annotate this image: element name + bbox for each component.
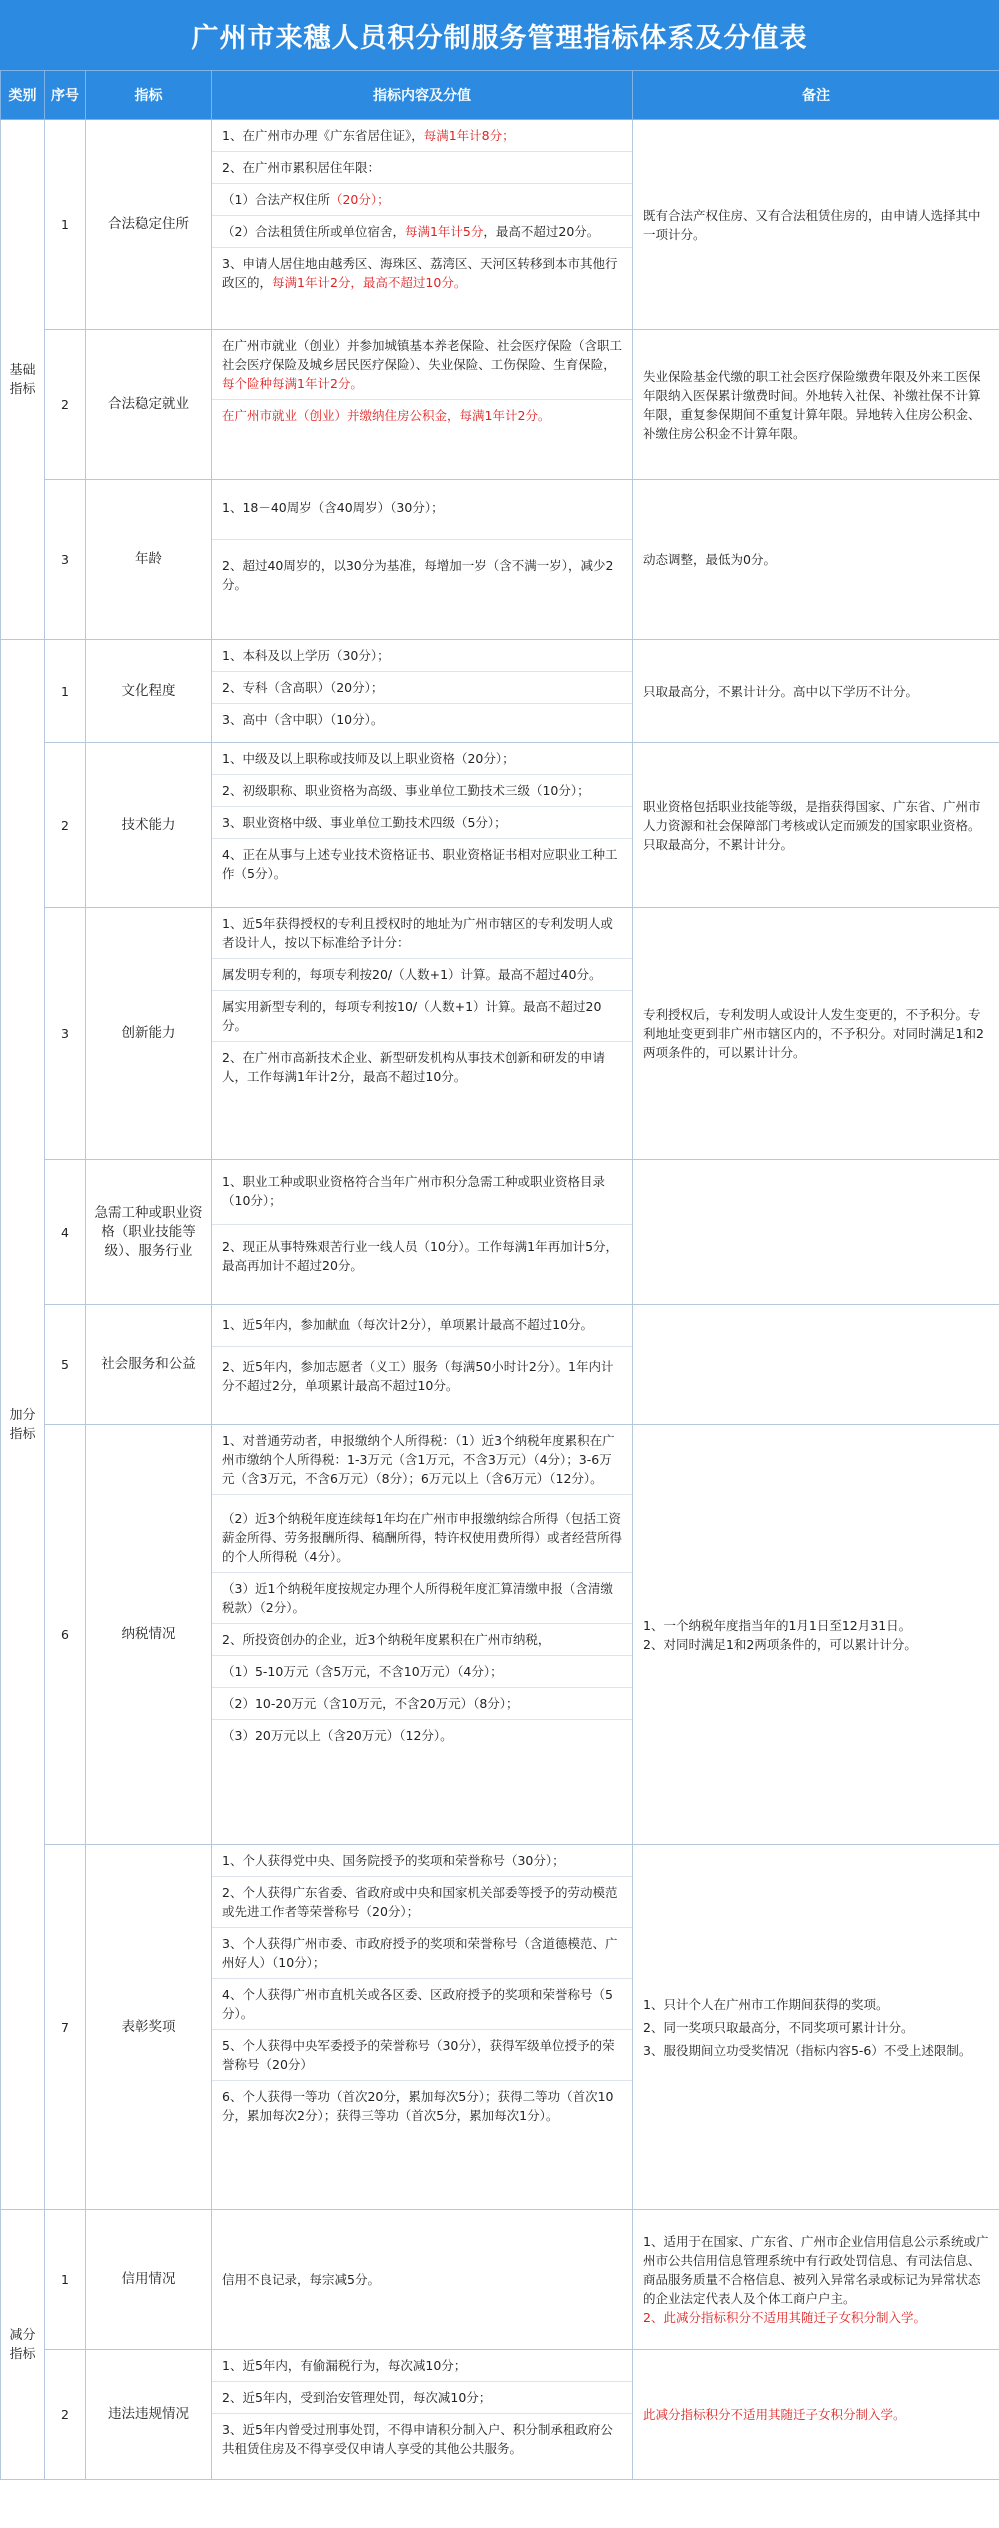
indicator-content bbox=[212, 120, 633, 330]
row-number: 1 bbox=[45, 2210, 86, 2350]
remark: 1、适用于在国家、广东省、广州市企业信用信息公示系统或广州市公共信用信息管理系统中有行政处罚信息、有司法信息、商品服务质量不合格信息、被列入异常名录或标记为异常状态的企业法定代表人及个体工商户户主。 2、此减分指标积分不适用其随迁子女积分制入学。 bbox=[633, 2210, 999, 2350]
content-line: 3、个人获得广州市委、市政府授予的奖项和荣誉称号（含道德模范、广州好人）（10分）； bbox=[212, 1928, 632, 1979]
row-number: 3 bbox=[45, 480, 86, 640]
indicator-name: 合法稳定就业 bbox=[86, 330, 212, 480]
content-line: 1、个人获得党中央、国务院授予的奖项和荣誉称号（30分）； bbox=[212, 1845, 632, 1877]
table-row bbox=[1, 908, 999, 1160]
content-line: 5、个人获得中央军委授予的荣誉称号（30分），获得军级单位授予的荣誉称号（20分） bbox=[212, 2030, 632, 2081]
indicator-content bbox=[212, 2350, 633, 2480]
row-number: 7 bbox=[45, 1845, 86, 2210]
content-line: 2、专科（含高职）（20分）； bbox=[212, 672, 632, 704]
indicator-content bbox=[212, 640, 633, 743]
content-line: 1、在广州市办理《广东省居住证》，每满1年计8分； bbox=[212, 120, 632, 152]
table-row bbox=[1, 2210, 999, 2350]
content-line: （3）20万元以上（含20万元）（12分）。 bbox=[222, 1728, 453, 1743]
content-line: 1、中级及以上职称或技师及以上职业资格（20分）； bbox=[212, 743, 632, 775]
indicator-content bbox=[212, 743, 633, 908]
header-indicator: 指标 bbox=[86, 71, 212, 120]
remark: 动态调整，最低为0分。 bbox=[633, 480, 999, 640]
indicator-name: 违法违规情况 bbox=[86, 2350, 212, 2480]
content-line: 2、初级职称、职业资格为高级、事业单位工勤技术三级（10分）； bbox=[212, 775, 632, 807]
content-line: 3、申请人居住地由越秀区、海珠区、荔湾区、天河区转移到本市其他行政区的，每满1年计2分，最高不超过10分。 bbox=[222, 256, 618, 290]
table-row bbox=[1, 640, 999, 743]
table-row bbox=[1, 1845, 999, 2210]
category-basic: 基础指标 bbox=[1, 120, 45, 640]
row-number: 2 bbox=[45, 330, 86, 480]
content-line: 4、个人获得广州市直机关或各区委、区政府授予的奖项和荣誉称号（5分）。 bbox=[212, 1979, 632, 2030]
content-line: 1、近5年内，有偷漏税行为，每次减10分； bbox=[212, 2350, 632, 2382]
content-line: 属实用新型专利的，每项专利按10/（人数+1）计算。最高不超过20分。 bbox=[212, 991, 632, 1042]
content-line: 1、近5年获得授权的专利且授权时的地址为广州市辖区的专利发明人或者设计人，按以下标准给予计分： bbox=[212, 908, 632, 959]
page-title: 广州市来穗人员积分制服务管理指标体系及分值表 bbox=[0, 0, 999, 70]
table-header-row bbox=[1, 71, 999, 120]
content-line: 4、正在从事与上述专业技术资格证书、职业资格证书相对应职业工种工作（5分）。 bbox=[222, 847, 618, 881]
remark bbox=[633, 1305, 999, 1425]
content-line: 信用不良记录，每宗减5分。 bbox=[222, 2272, 380, 2287]
content-line: 2、近5年内，受到治安管理处罚，每次减10分； bbox=[212, 2382, 632, 2414]
content-line: 2、在广州市高新技术企业、新型研发机构从事技术创新和研发的申请人，工作每满1年计2分，最高不超过10分。 bbox=[222, 1050, 605, 1084]
indicator-name: 文化程度 bbox=[86, 640, 212, 743]
content-line: （1）5-10万元（含5万元，不含10万元）（4分）； bbox=[212, 1656, 632, 1688]
remark: 专利授权后，专利发明人或设计人发生变更的，不予积分。专利地址变更到非广州市辖区内的，不予积分。对同时满足1和2两项条件的，可以累计计分。 bbox=[633, 908, 999, 1160]
table-row bbox=[1, 1160, 999, 1305]
header-number: 序号 bbox=[45, 71, 86, 120]
indicator-content bbox=[212, 1425, 633, 1845]
content-line: 2、个人获得广东省委、省政府或中央和国家机关部委等授予的劳动模范或先进工作者等荣誉称号（20分）； bbox=[212, 1877, 632, 1928]
category-deduct: 减分指标 bbox=[1, 2210, 45, 2480]
content-line: 3、高中（含中职）（10分）。 bbox=[222, 712, 384, 727]
indicator-content bbox=[212, 330, 633, 480]
content-line: （1）合法产权住所（20分）； bbox=[212, 184, 632, 216]
row-number: 2 bbox=[45, 2350, 86, 2480]
content-line: 1、职业工种或职业资格符合当年广州市积分急需工种或职业资格目录（10分）； bbox=[212, 1160, 632, 1225]
indicator-content bbox=[212, 1305, 633, 1425]
content-line: 2、现正从事特殊艰苦行业一线人员（10分）。工作每满1年再加计5分，最高再加计不超过20分。 bbox=[222, 1239, 619, 1273]
content-line: 3、职业资格中级、事业单位工勤技术四级（5分）； bbox=[212, 807, 632, 839]
remark bbox=[633, 1160, 999, 1305]
header-content: 指标内容及分值 bbox=[212, 71, 633, 120]
content-line: 在广州市就业（创业）并参加城镇基本养老保险、社会医疗保险（含职工社会医疗保险及城乡居民医疗保险）、失业保险、工伤保险、生育保险，每个险种每满1年计2分。 bbox=[212, 330, 632, 400]
content-line: （2）合法租赁住所或单位宿舍，每满1年计5分，最高不超过20分。 bbox=[212, 216, 632, 248]
row-number: 4 bbox=[45, 1160, 86, 1305]
table-row bbox=[1, 1425, 999, 1845]
row-number: 1 bbox=[45, 120, 86, 330]
remark: 此减分指标积分不适用其随迁子女积分制入学。 bbox=[633, 2350, 999, 2480]
indicator-name: 急需工种或职业资格（职业技能等级）、服务行业 bbox=[86, 1160, 212, 1305]
indicator-name: 技术能力 bbox=[86, 743, 212, 908]
remark: 只取最高分，不累计计分。高中以下学历不计分。 bbox=[633, 640, 999, 743]
content-line: 2、所投资创办的企业，近3个纳税年度累积在广州市纳税， bbox=[212, 1624, 632, 1656]
content-line: 2、在广州市累积居住年限： bbox=[212, 152, 632, 184]
content-line: 属发明专利的，每项专利按20/（人数+1）计算。最高不超过40分。 bbox=[212, 959, 632, 991]
indicator-name: 表彰奖项 bbox=[86, 1845, 212, 2210]
row-number: 1 bbox=[45, 640, 86, 743]
content-line: （2）近3个纳税年度连续每1年均在广州市申报缴纳综合所得（包括工资薪金所得、劳务报酬所得、稿酬所得，特许权使用费所得）或者经营所得的个人所得税（4分）。 bbox=[212, 1495, 632, 1573]
indicator-name: 合法稳定住所 bbox=[86, 120, 212, 330]
indicator-name: 信用情况 bbox=[86, 2210, 212, 2350]
indicator-name: 社会服务和公益 bbox=[86, 1305, 212, 1425]
indicator-content bbox=[212, 1160, 633, 1305]
indicator-name: 纳税情况 bbox=[86, 1425, 212, 1845]
indicator-table bbox=[0, 70, 999, 2480]
content-line: 2、近5年内，参加志愿者（义工）服务（每满50小时计2分）。1年内计分不超过2分，单项累计最高不超过10分。 bbox=[222, 1359, 614, 1393]
content-line: 在广州市就业（创业）并缴纳住房公积金，每满1年计2分。 bbox=[222, 408, 551, 423]
remark: 职业资格包括职业技能等级，是指获得国家、广东省、广州市人力资源和社会保障部门考核或认定而颁发的国家职业资格。只取最高分，不累计计分。 bbox=[633, 743, 999, 908]
category-bonus: 加分指标 bbox=[1, 640, 45, 2210]
row-number: 2 bbox=[45, 743, 86, 908]
table-row bbox=[1, 2350, 999, 2480]
indicator-content bbox=[212, 2210, 633, 2350]
indicator-content bbox=[212, 1845, 633, 2210]
indicator-name: 年龄 bbox=[86, 480, 212, 640]
row-number: 3 bbox=[45, 908, 86, 1160]
content-line: 6、个人获得一等功（首次20分，累加每次5分）；获得二等功（首次10分，累加每次2分）；获得三等功（首次5分，累加每次1分）。 bbox=[222, 2089, 614, 2123]
header-category: 类别 bbox=[1, 71, 45, 120]
header-remark: 备注 bbox=[633, 71, 999, 120]
remark: 1、一个纳税年度指当年的1月1日至12月31日。 2、对同时满足1和2两项条件的，可以累计计分。 bbox=[633, 1425, 999, 1845]
content-line: 3、近5年内曾受过刑事处罚，不得申请积分制入户、积分制承租政府公共租赁住房及不得享受仅申请人享受的其他公共服务。 bbox=[222, 2422, 613, 2456]
table-row bbox=[1, 480, 999, 640]
row-number: 6 bbox=[45, 1425, 86, 1845]
indicator-content bbox=[212, 908, 633, 1160]
indicator-name: 创新能力 bbox=[86, 908, 212, 1160]
table-row bbox=[1, 743, 999, 908]
content-line: 2、超过40周岁的，以30分为基准，每增加一岁（含不满一岁），减少2分。 bbox=[222, 558, 614, 592]
table-row bbox=[1, 330, 999, 480]
table-row bbox=[1, 1305, 999, 1425]
content-line: （2）10-20万元（含10万元，不含20万元）（8分）； bbox=[212, 1688, 632, 1720]
content-line: 1、18－40周岁（含40周岁）（30分）； bbox=[212, 480, 632, 540]
row-number: 5 bbox=[45, 1305, 86, 1425]
remark: 既有合法产权住房、又有合法租赁住房的，由申请人选择其中一项计分。 bbox=[633, 120, 999, 330]
table-row bbox=[1, 120, 999, 330]
content-line: 1、本科及以上学历（30分）； bbox=[212, 640, 632, 672]
content-line: 1、对普通劳动者，申报缴纳个人所得税：（1）近3个纳税年度累积在广州市缴纳个人所得税：1-3万元（含1万元，不含3万元）（4分）；3-6万元（含3万元，不含6万元）（8分）；6万元以上（含6万元）（12分）。 bbox=[212, 1425, 632, 1495]
remark: 失业保险基金代缴的职工社会医疗保险缴费年限及外来工医保年限纳入医保累计缴费时间。外地转入社保、补缴社保不计算年限，重复参保期间不重复计算年限。异地转入住房公积金、补缴住房公积金不计算年限。 bbox=[633, 330, 999, 480]
content-line: （3）近1个纳税年度按规定办理个人所得税年度汇算清缴申报（含清缴税款）（2分）。 bbox=[212, 1573, 632, 1624]
content-line: 1、近5年内，参加献血（每次计2分），单项累计最高不超过10分。 bbox=[212, 1305, 632, 1347]
indicator-content bbox=[212, 480, 633, 640]
remark: 1、只计个人在广州市工作期间获得的奖项。 2、同一奖项只取最高分，不同奖项可累计计分。 3、服役期间立功受奖情况（指标内容5-6）不受上述限制。 bbox=[633, 1845, 999, 2210]
